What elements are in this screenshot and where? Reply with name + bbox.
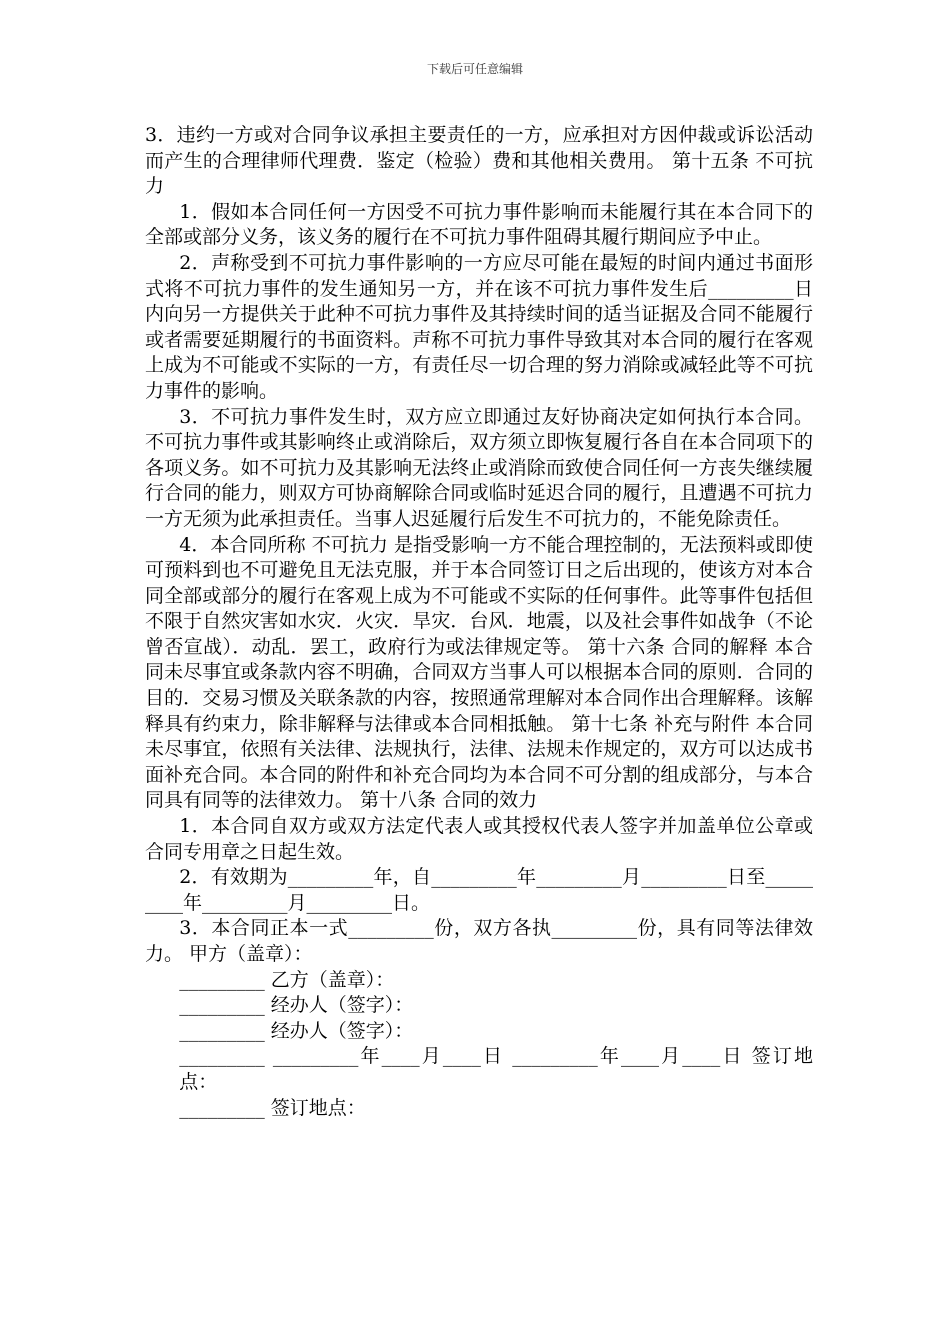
paragraph: 2．声称受到不可抗力事件影响的一方应尽可能在最短的时间内通过书面形式将不可抗力事件的发生通知另一方，并在该不可抗力事件发生后_________日内向另一方提供关于此种不可抗力事件及其持续时间的适当证据及合同不能履行或者需要延期履行的书面资料。声称不可抗力事件导致其对本合同的履行在客观上成为不可能或不实际的一方，有责任尽一切合理的努力消除或减轻此等不可抗力事件的影响。 [145,251,813,402]
paragraph: 1．本合同自双方或双方法定代表人或其授权代表人签字并加盖单位公章或合同专用章之日起生效。 [145,815,813,863]
document-body [145,123,813,1121]
paragraph: 2．有效期为_________年，自_________年_________月_________日至_________年_________月_________日。 [145,866,813,914]
page-header: 下载后可任意编辑 [426,62,523,76]
paragraph: 4．本合同所称 不可抗力 是指受影响一方不能合理控制的，无法预料或即使可预料到也不可避免且无法克服，并于本合同签订日之后出现的，使该方对本合同全部或部分的履行在客观上成为不可能或不实际的任何事件。此等事件包括但不限于自然灾害如水灾．火灾．旱灾．台风．地震，以及社会事件如战争（不论曾否宣战）．动乱．罢工，政府行为或法律规定等。 第十六条 合同的解释 本合同未尽事宜或条款内容不明确，合同双方当事人可以根据本合同的原则．合同的目的．交易习惯及关联条款的内容，按照通常理解对本合同作出合理解释。该解释具有约束力，除非解释与法律或本合同相抵触。 第十七条 补充与附件 本合同未尽事宜，依照有关法律、法规执行，法律、法规未作规定的，双方可以达成书面补充合同。本合同的附件和补充合同均为本合同不可分割的组成部分，与本合同具有同等的法律效力。 第十八条 合同的效力 [145,533,813,812]
paragraph: 3．本合同正本一式_________份，双方各执_________份，具有同等法律效力。 甲方（盖章）： [145,917,813,965]
signature-line: _________ 经办人（签字）： [179,1019,414,1042]
signature-line: _________ 经办人（签字）： [179,994,414,1017]
signature-line: _________ _________年____月____日 _________年____月____日 签订地点： [179,1045,813,1093]
signature-line: _________ 乙方（盖章）： [179,968,395,991]
paragraph: 3．不可抗力事件发生时，双方应立即通过友好协商决定如何执行本合同。不可抗力事件或其影响终止或消除后，双方须立即恢复履行各自在本合同项下的各项义务。如不可抗力及其影响无法终止或消除而致使合同任何一方丧失继续履行合同的能力，则双方可协商解除合同或临时延迟合同的履行，且遭遇不可抗力一方无须为此承担责任。当事人迟延履行后发生不可抗力的，不能免除责任。 [145,405,813,530]
signature-line: _________ 签订地点： [179,1096,366,1119]
paragraph: 1．假如本合同任何一方因受不可抗力事件影响而未能履行其在本合同下的全部或部分义务，该义务的履行在不可抗力事件阻碍其履行期间应予中止。 [145,200,813,249]
paragraph: 3．违约一方或对合同争议承担主要责任的一方，应承担对方因仲裁或诉讼活动而产生的合理律师代理费．鉴定（检验）费和其他相关费用。 第十五条 不可抗力 [145,124,813,198]
